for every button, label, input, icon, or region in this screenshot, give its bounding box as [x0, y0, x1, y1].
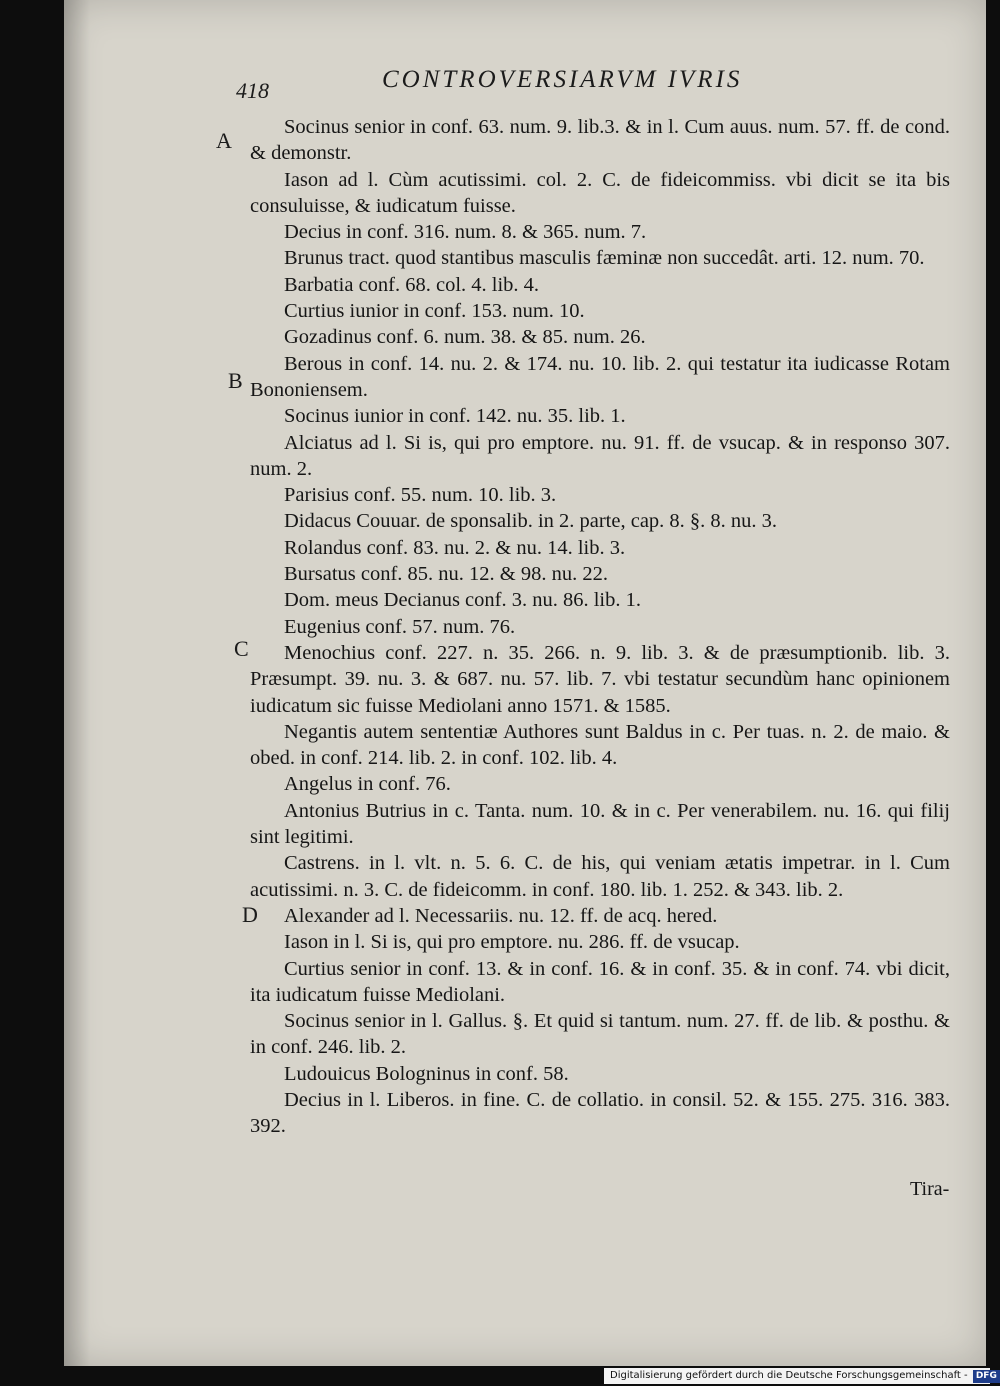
citation-paragraph: Parisius conf. 55. num. 10. lib. 3.	[284, 484, 557, 507]
citation-paragraph: Curtius senior in conf. 13. & in conf. 16. & in conf. 35. & in conf. 74. vbi dicit, ita iudicatum fuisse Mediolani.	[250, 957, 950, 1006]
digitization-footer	[604, 1368, 997, 1384]
citation-paragraph: Eugenius conf. 57. num. 76.	[284, 615, 516, 638]
catchword: Tira-	[910, 1178, 950, 1200]
citation-paragraph: Alciatus ad l. Si is, qui pro emptore. nu. 91. ff. de vsucap. & in responso 307. num. 2.	[250, 431, 950, 480]
book-page	[64, 0, 986, 1366]
citation-paragraph: Menochius conf. 227. n. 35. 266. n. 9. lib. 3. & de præsumptionib. lib. 3. Præsumpt. 39. nu. 3. & 687. nu. 57. lib. 7. vbi testatur secundùm hanc opinionem iudicatum sic fuisse Mediolani anno 1571. & 1585.	[250, 641, 950, 717]
running-title: CONTROVERSIARVM IVRIS	[382, 66, 743, 93]
citation-paragraph: Alexander ad l. Necessariis. nu. 12. ff. de acq. hered.	[284, 904, 718, 927]
margin-marker-c: C	[234, 636, 249, 661]
body-text	[250, 114, 950, 1140]
citation-paragraph: Gozadinus conf. 6. num. 38. & 85. num. 26.	[284, 326, 646, 349]
citation-paragraph: Rolandus conf. 83. nu. 2. & nu. 14. lib. 3.	[284, 536, 626, 559]
citation-paragraph: Decius in l. Liberos. in fine. C. de collatio. in consil. 52. & 155. 275. 316. 383. 392.	[250, 1088, 950, 1138]
citation-paragraph: Brunus tract. quod stantibus masculis fæminæ non succedât. arti. 12. num. 70.	[284, 247, 925, 270]
citation-paragraph: Iason ad l. Cùm acutissimi. col. 2. C. de fideicommiss. vbi dicit se ita bis consuluisse, & iudicatum fuisse.	[250, 168, 950, 217]
citation-paragraph: Curtius iunior in conf. 153. num. 10.	[284, 300, 585, 323]
citation-paragraph: Ludouicus Bologninus in conf. 58.	[284, 1062, 569, 1085]
page-number: 418	[236, 78, 269, 103]
footer-text: Digitalisierung gefördert durch die Deutsche Forschungsgemeinschaft -	[610, 1370, 968, 1381]
citation-paragraph: Negantis autem sententiæ Authores sunt Baldus in c. Per tuas. n. 2. de maio. & obed. in conf. 214. lib. 2. in conf. 102. lib. 4.	[250, 720, 950, 770]
citation-paragraph: Socinus senior in l. Gallus. §. Et quid si tantum. num. 27. ff. de lib. & posthu. & in conf. 246. lib. 2.	[250, 1010, 950, 1059]
citation-paragraph: Antonius Butrius in c. Tanta. num. 10. & in c. Per venerabilem. nu. 16. qui filij sint legitimi.	[250, 799, 950, 849]
citation-paragraph: Iason in l. Si is, qui pro emptore. nu. 286. ff. de vsucap.	[284, 931, 740, 954]
citation-paragraph: Angelus in conf. 76.	[284, 773, 451, 796]
dfg-logo-icon: DFG	[973, 1370, 1000, 1383]
citation-paragraph: Dom. meus Decianus conf. 3. nu. 86. lib. 1.	[284, 589, 641, 612]
margin-marker-b: B	[228, 368, 243, 393]
citation-paragraph: Socinus iunior in conf. 142. nu. 35. lib. 1.	[284, 405, 626, 428]
citation-paragraph: Castrens. in l. vlt. n. 5. 6. C. de his, qui veniam ætatis impetrar. in l. Cum acutissimi. n. 3. C. de fideicomm. in conf. 180. lib. 1. 252. & 343. lib. 2.	[250, 852, 950, 901]
citation-paragraph: Berous in conf. 14. nu. 2. & 174. nu. 10. lib. 2. qui testatur ita iudicasse Rotam Bononiensem.	[250, 352, 950, 401]
citation-paragraph: Socinus senior in conf. 63. num. 9. lib.3. & in l. Cum auus. num. 57. ff. de cond. & demonstr.	[250, 116, 950, 165]
margin-marker-a: A	[216, 128, 232, 153]
citation-paragraph: Bursatus conf. 85. nu. 12. & 98. nu. 22.	[284, 563, 608, 586]
citation-paragraph: Barbatia conf. 68. col. 4. lib. 4.	[284, 273, 540, 296]
citation-paragraph: Didacus Couuar. de sponsalib. in 2. parte, cap. 8. §. 8. nu. 3.	[284, 510, 778, 533]
margin-marker-d: D	[242, 902, 258, 927]
citation-paragraph: Decius in conf. 316. num. 8. & 365. num. 7.	[284, 221, 647, 244]
